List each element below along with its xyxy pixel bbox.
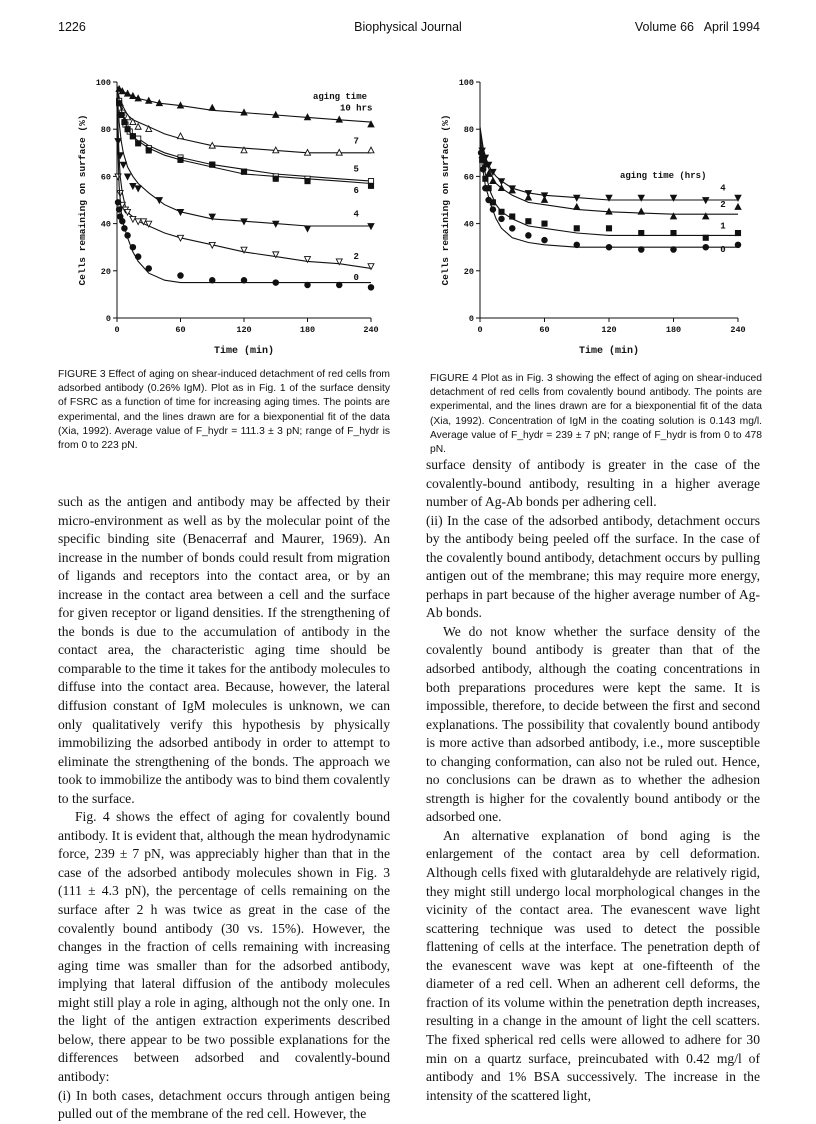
- curve-label: 4: [353, 209, 359, 220]
- right-text-column: [426, 456, 760, 1105]
- data-point: [125, 233, 131, 239]
- data-point: [499, 216, 505, 222]
- series-6: [117, 89, 374, 188]
- series-2: [115, 94, 374, 270]
- data-point: [368, 183, 373, 188]
- data-point: [178, 273, 184, 279]
- data-point: [120, 162, 126, 168]
- journal-title: Biophysical Journal: [354, 20, 462, 34]
- fit-line: [117, 89, 371, 181]
- data-point: [136, 141, 141, 146]
- data-point: [368, 147, 374, 153]
- legend-title: aging time: [313, 92, 368, 102]
- data-point: [178, 133, 184, 139]
- data-point: [130, 244, 136, 250]
- fit-line: [117, 99, 371, 283]
- data-point: [735, 204, 741, 210]
- data-point: [125, 174, 131, 180]
- data-point: [115, 200, 121, 206]
- x-tick-label: 0: [477, 325, 483, 335]
- curve-label: 1: [720, 221, 726, 232]
- x-tick-label: 60: [539, 325, 550, 335]
- data-point: [210, 162, 215, 167]
- paragraph: (ii) In the case of the adsorbed antibody, detachment occurs by the antibody being peeled off the surface. In the case of the covalently bound antibody, detachment occurs by pulling antigen out of the membrane; this may require more energy, perhaps in part because of the higher average number of Ag-Ab bonds.: [426, 512, 760, 621]
- paragraph: Fig. 4 shows the effect of aging for covalently bound antibody. It is evident that, although the mean hydrodynamic force, 239 ± 7 pN, was appreciably higher than that in the case of the adsorbed antibody molecules shown in Fig. 3 (111 ± 4.3 pN), the percentage of cells remaining on the surface after 2 h was twice as great in the case of the covalently bound antibody (30 vs. 15%). However, the changes in the fraction of cells remaining with increasing aging time was smaller than for the adsorbed antibody, implying that lateral diffusion of the antibody molecules might still play a role in aging, although not the only one. In the light of the antigen extraction experiments described below, there appear to be two possible explanations for the differences between adsorbed and covalently-bound antibody:: [58, 809, 390, 1084]
- figure-4-chart: [420, 74, 760, 364]
- y-axis-label: Cells remaining on surface (%): [440, 114, 451, 286]
- data-point: [703, 244, 709, 250]
- data-point: [135, 186, 141, 192]
- paragraph: We do not know whether the surface density of the covalently bound antibody is greater than that of the adsorbed antibody, although the coating concentrations in both preparations procedures were kept the same. It is impossible, therefore, to decide between the first and second explanations. The possibility that covalently bound antibody is more active than adsorbed antibody, i.e., more susceptible to changing conformation, can also not be ruled out. Hence, no conclusions can be drawn as to whether the adhesion strength is higher for the covalently bound antibody or the adsorbed one.: [426, 623, 760, 825]
- data-point: [125, 127, 130, 132]
- data-point: [119, 218, 125, 224]
- x-tick-label: 240: [363, 325, 379, 335]
- y-tick-label: 20: [463, 266, 474, 277]
- curve-label: 0: [720, 244, 726, 255]
- x-tick-label: 120: [601, 325, 617, 335]
- data-point: [486, 197, 492, 203]
- y-tick-label: 100: [95, 78, 111, 88]
- data-point: [178, 157, 183, 162]
- data-point: [542, 237, 548, 243]
- y-tick-label: 40: [100, 219, 111, 230]
- data-point: [146, 148, 151, 153]
- data-point: [525, 194, 531, 200]
- data-point: [574, 204, 580, 210]
- y-tick-label: 100: [458, 78, 474, 88]
- data-point: [526, 219, 531, 224]
- data-point: [480, 167, 486, 173]
- curve-label: 6: [353, 185, 359, 196]
- data-point: [478, 150, 484, 156]
- data-point: [542, 221, 547, 226]
- x-tick-label: 240: [730, 325, 746, 335]
- data-point: [273, 176, 278, 181]
- data-point: [499, 209, 504, 214]
- data-point: [368, 285, 374, 291]
- figure-3-caption: FIGURE 3 Effect of aging on shear-induced detachment of red cells from adsorbed antibody (0.26% IgM). Plot as in Fig. 1 of the surface density of FSRC as a function of time for increasing aging times. The points are experimental, and the lines drawn are for a biexponential fit of the data (Xia, 1992). Average value of F_hydr = 111.3 ± 3 pN; range of F_hydr is from 0 to 223 pN.: [58, 369, 390, 452]
- page-number: 1226: [58, 20, 86, 34]
- y-tick-label: 0: [468, 314, 474, 324]
- data-point: [606, 226, 611, 231]
- fit-line: [480, 134, 738, 236]
- series-4: [479, 127, 741, 204]
- curve-label: 2: [353, 252, 359, 262]
- x-axis-label: Time (min): [578, 346, 640, 357]
- volume-info: Volume 66 April 1994: [634, 20, 760, 34]
- data-point: [241, 277, 247, 283]
- data-point: [305, 179, 310, 184]
- data-point: [130, 134, 135, 139]
- curve-label: 5: [353, 164, 359, 175]
- y-tick-label: 40: [463, 219, 474, 230]
- paragraph: An alternative explanation of bond aging is the enlargement of the contact area by cell deformation. Although cells fixed with glutaraldehyde are relatively rigid, they might still undergo local morphological changes in the vicinity of the contact area. The evanescent wave light scattering technique was used to detect the possible flattening of cells at the interface. The penetration depth of the evanescent wave was kept at one-fifteenth of the diameter of a red cell. When an adherent cell deforms, the fraction of its volume within the penetration depth increases, resulting in a change in the amount of light the cell scatters. The fixed spherical red cells were allowed to adhere for 30 min on a quartz surface, preincubated with 0.42 mg/l of antibody and 1% BSA successively. The increase in the intensity of the scattered light,: [426, 827, 760, 1103]
- data-point: [122, 120, 127, 125]
- paragraph: such as the antigen and antibody may be affected by their micro-environment as well as by the molecular point of the specific binding site (Benacerraf and Maurer, 1969). An increase in the number of bonds could result from migration of ligands and receptors into the contact area, or by an increase in the contact area between a cell and the surface for given receptor or ligand densities. If the strengthening of the bonds is due to the accumulation of antibody in the contact area, the characteristic aging time should be comparable to the time it takes for the antibody molecules to diffuse into the contact area. Because, however, the lateral diffusion constant of IgM molecules is unknown, we can only qualitatively verify this hypothesis by physically immobilizing the adsorbed antibody in order to attempt to eliminate the strengthening of the bonds. The approach we took to immobilize the antibody was to bind them covalently to the surface.: [58, 494, 390, 806]
- data-point: [146, 266, 152, 272]
- figure-3-chart: [55, 74, 385, 364]
- data-point: [509, 226, 515, 232]
- x-tick-label: 180: [665, 325, 682, 335]
- curve-label: 0: [353, 273, 359, 284]
- y-tick-label: 80: [100, 125, 111, 136]
- data-point: [336, 282, 342, 288]
- curve-label: 2: [720, 200, 726, 211]
- data-point: [703, 235, 708, 240]
- data-point: [574, 242, 580, 248]
- data-point: [735, 230, 740, 235]
- data-point: [638, 209, 644, 215]
- fit-line: [480, 127, 738, 200]
- data-point: [146, 126, 152, 132]
- curve-label: 7: [353, 136, 359, 147]
- data-point: [490, 207, 496, 213]
- data-point: [116, 207, 122, 213]
- y-tick-label: 60: [100, 172, 111, 183]
- y-tick-label: 80: [463, 125, 474, 136]
- paragraph: surface density of antibody is greater in the case of the covalently-bound antibody, resulting in a higher average number of Ag-Ab bonds per adhering cell.: [426, 457, 760, 510]
- data-point: [305, 226, 311, 232]
- y-axis-label: Cells remaining on surface (%): [77, 114, 88, 286]
- x-tick-label: 120: [236, 325, 252, 335]
- data-point: [483, 185, 489, 191]
- x-tick-label: 60: [175, 325, 186, 335]
- data-point: [209, 277, 215, 283]
- data-point: [606, 244, 612, 250]
- data-point: [146, 221, 152, 227]
- data-point: [273, 280, 279, 286]
- curve-label: 10 hrs: [339, 103, 373, 114]
- curve-label: 4: [720, 183, 726, 194]
- data-point: [305, 282, 311, 288]
- y-tick-label: 20: [100, 266, 111, 277]
- data-point: [526, 233, 532, 239]
- data-point: [735, 242, 741, 248]
- data-point: [135, 254, 141, 260]
- y-tick-label: 60: [463, 172, 474, 183]
- data-point: [639, 230, 644, 235]
- data-point: [638, 247, 644, 253]
- series-0: [115, 99, 374, 291]
- data-point: [119, 112, 124, 117]
- series-1: [480, 134, 741, 240]
- x-axis-label: Time (min): [213, 346, 275, 357]
- x-tick-label: 0: [114, 325, 120, 335]
- paragraph: (i) In both cases, detachment occurs through antigen being pulled out of the membrane of the red cell. However, the: [58, 1087, 390, 1122]
- data-point: [574, 226, 579, 231]
- x-tick-label: 180: [299, 325, 316, 335]
- data-point: [671, 230, 676, 235]
- data-point: [671, 247, 677, 253]
- data-point: [241, 169, 246, 174]
- y-tick-label: 0: [105, 314, 111, 324]
- data-point: [499, 179, 505, 185]
- legend-title: aging time (hrs): [620, 171, 707, 181]
- data-point: [209, 105, 215, 111]
- left-text-column: [58, 493, 390, 1124]
- data-point: [510, 214, 515, 219]
- data-point: [122, 226, 128, 232]
- figure-4-caption: FIGURE 4 Plot as in Fig. 3 showing the effect of aging on shear-induced detachment of red cells from covalently bound antibody. The points are experimental, and the lines drawn are for a biexponential fit of the data (Xia, 1992). Concentration of IgM in the coating solution is 0.143 mg/l. Average value of F_hydr = 239 ± 7 pN; range of F_hydr is from 0 to 478 pN.: [430, 373, 762, 456]
- data-point: [542, 197, 548, 203]
